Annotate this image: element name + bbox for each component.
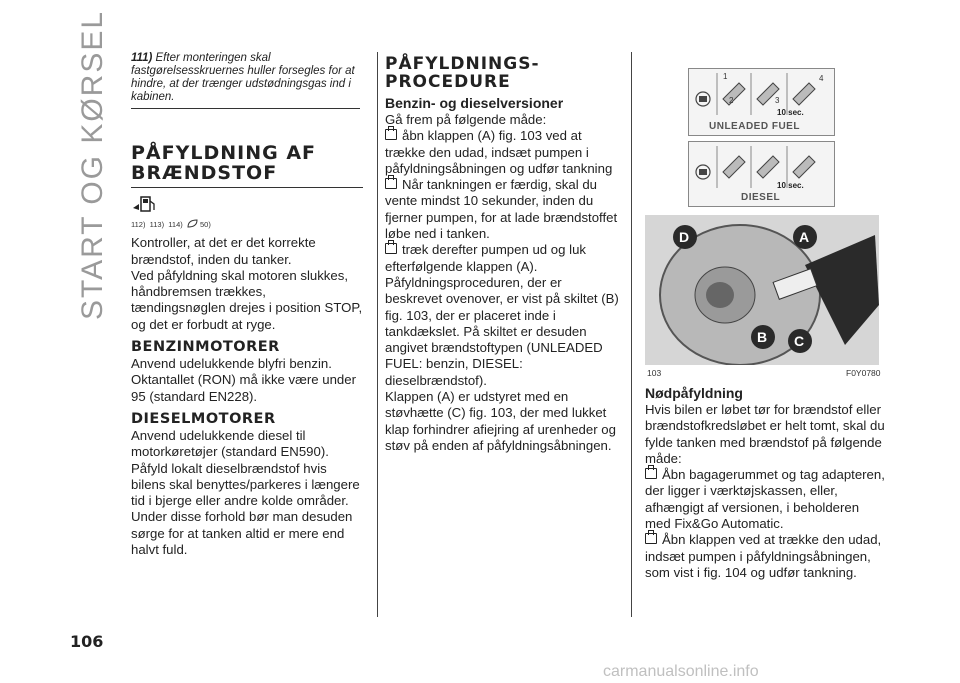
subheading-petrol-diesel: Benzin- og dieselversioner — [385, 95, 564, 111]
callout-a: A — [799, 229, 810, 245]
ref-112: 112) — [131, 220, 146, 229]
ref-50: 50) — [200, 220, 211, 229]
timer-label-2: 10 sec. — [777, 181, 804, 190]
paragraph-check-fuel: Kontroller, at det er det korrekte brændstof, inden du tanker. — [131, 235, 316, 267]
paragraph-diesel-2: Påfyld lokalt dieselbrændstof hvis bilens skal benyttes/parkeres i længere tid i bjerge eller andre kolde områder. Under disse forhold bør man desuden sørge for at tanken altid er mere end halvt fuld. — [131, 460, 360, 558]
list-item: træk derefter pumpen ud og luk efterfølgende klappen (A). — [385, 242, 586, 274]
warning-references — [131, 217, 363, 233]
section-heading-procedure: PÅFYLDNINGS-PROCEDURE — [385, 54, 540, 92]
checkbox-bullet-icon — [385, 129, 397, 140]
list-item: Åbn klappen ved at trække den udad, indsæt pumpen i påfyldningsåbningen, som vist i fig. 104 og udfør tankning. — [645, 532, 882, 580]
heading-emergency-refueling: Nødpåfyldning — [645, 385, 743, 401]
paragraph-intro: Gå frem på følgende måde: — [385, 112, 547, 127]
heading-rule — [131, 187, 363, 188]
timer-label-1: 10 sec. — [777, 108, 804, 117]
unleaded-fuel-label: UNLEADED FUEL — [709, 121, 800, 132]
note-number: 111) — [131, 52, 153, 64]
paragraph-engine-off: Ved påfyldning skal motoren slukkes, håndbremsen trækkes, tændingsnøglen drejes i position STOP, og det er forbudt at ryge. — [131, 267, 363, 332]
note-text: Efter monteringen skal fastgørelsesskruernes huller forsegles for at hindre, at der trænger udstødningsgas ind i kabinen. — [131, 52, 355, 103]
chapter-side-title: START OG KØRSEL — [76, 9, 109, 321]
paragraph-emergency-intro: Hvis bilen er løbet tør for brændstof eller brændstofkredsløbet er helt tomt, skal du fylde tanken med brændstof på følgende måde: — [645, 402, 885, 466]
column-2 — [385, 55, 620, 454]
list-item: Åbn bagagerummet og tag adapteren, der ligger i værktøjskassen, eller, afhængigt af versionen, i beholderen med Fix&Go Automatic. — [645, 467, 885, 532]
list-item: Når tankningen er færdig, skal du vente mindst 10 sekunder, inden du fjerner pumpen, for at lade brændstoffet løbe ned i tanken. — [385, 177, 618, 242]
checkbox-bullet-icon — [385, 178, 397, 189]
step-4-label: 4 — [819, 74, 824, 83]
fuel-flap-photo — [645, 215, 879, 365]
heading-diesel-engines: DIESELMOTORER — [131, 410, 276, 427]
checkbox-bullet-icon — [645, 468, 657, 479]
ref-114: 114) — [168, 220, 183, 229]
refuel-steps-illustration — [689, 69, 834, 119]
figure-code: F0Y0780 — [846, 368, 881, 378]
unleaded-fuel-label-panel — [688, 68, 835, 136]
step-3-label: 3 — [775, 96, 780, 105]
diesel-label-panel — [688, 141, 835, 207]
figure-number: 103 — [647, 368, 662, 378]
step-1-label: 1 — [723, 72, 728, 81]
callout-d: D — [679, 229, 690, 245]
paragraph-dust-cap: Klappen (A) er udstyret med en støvhætte (C) fig. 103, der med lukket klap forhindrer afiejring af urenheder og støv på enden af påfyldningsåbningen. — [385, 389, 616, 453]
column-divider-2 — [631, 52, 632, 617]
paragraph-diesel-1: Anvend udelukkende diesel til motorkøretøjer (standard EN590). — [131, 427, 329, 460]
ref-113: 113) — [149, 220, 165, 229]
fuel-flap-illustration — [645, 215, 879, 365]
diesel-label: DIESEL — [741, 192, 781, 203]
page-number: 106 — [70, 632, 104, 651]
watermark: carmanualsonline.info — [603, 663, 759, 680]
list-item: åbn klappen (A) fig. 103 ved at trække den udad, indsæt pumpen i påfyldningsåbningen og udfør tankning — [385, 128, 613, 176]
callout-b: B — [757, 329, 768, 345]
symbol-row — [131, 194, 363, 216]
heading-petrol-engines: BENZINMOTORER — [131, 339, 280, 356]
environment-leaf-icon — [187, 219, 198, 228]
checkbox-bullet-icon — [385, 243, 397, 254]
column-divider-1 — [377, 52, 378, 617]
column-1 — [131, 143, 363, 558]
paragraph-petrol: Anvend udelukkende blyfri benzin. Oktantallet (RON) må ikke være under 95 (standard EN228). — [131, 356, 356, 404]
step-2-label: 2 — [729, 96, 734, 105]
callout-c: C — [794, 333, 805, 349]
note-box — [131, 52, 360, 109]
refuel-steps-illustration-diesel — [689, 142, 834, 190]
fuel-station-icon — [131, 194, 161, 214]
column-3 — [645, 385, 885, 581]
checkbox-bullet-icon — [645, 533, 657, 544]
section-heading-refueling: PÅFYLDNING AF BRÆNDSTOF — [131, 142, 317, 184]
paragraph-procedure-label: Påfyldningsproceduren, der er beskrevet ovenover, er vist på skiltet (B) fig. 103, der er placeret inde i tankdækslet. På skiltet er desuden angivet brændstoftypen (UNLEADED FUEL: benzin, DIESEL: dieselbrændstof). — [385, 274, 619, 388]
